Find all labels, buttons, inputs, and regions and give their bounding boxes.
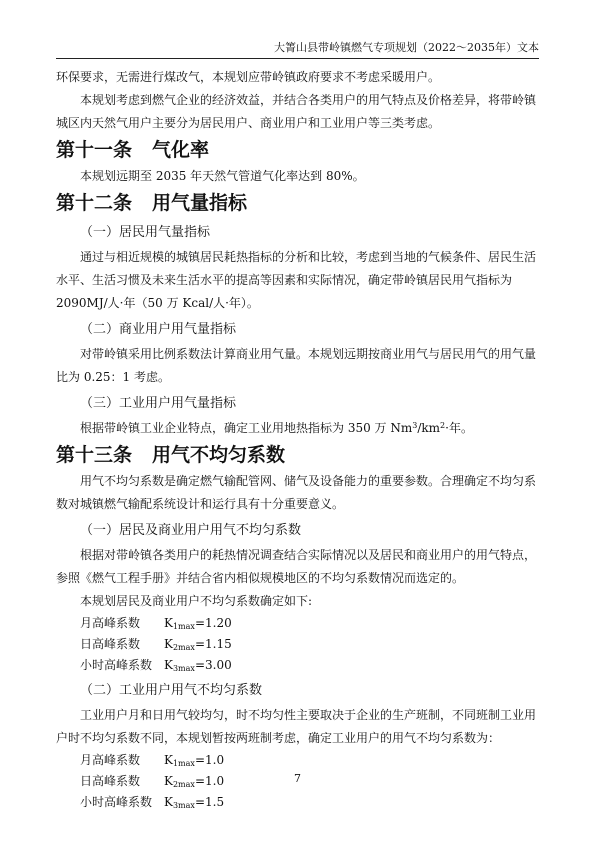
article-12-number: 第十二条 bbox=[56, 192, 133, 214]
coefficient-subscript: 2max bbox=[172, 780, 195, 789]
coefficient-name: 日高峰系数 bbox=[80, 637, 141, 651]
coefficient-row bbox=[56, 792, 539, 813]
article-13-heading bbox=[56, 440, 539, 470]
sub3-superscript-2: 2 bbox=[440, 421, 446, 430]
coefficient-name: 小时高峰系数 bbox=[80, 658, 153, 672]
intro-paragraph-2: 本规划考虑到燃气企业的经济效益，并结合各类用户的用气特点及价格差异，将带岭镇城区内天然气用户主要分为居民用户、商业用户和工业用户等三类考虑。 bbox=[56, 93, 537, 130]
coefficient-value: =1.15 bbox=[194, 637, 232, 651]
coefficient-symbol: K bbox=[164, 753, 173, 767]
intro-paragraph-1: 环保要求，无需进行煤改气，本规划应带岭镇政府要求不考虑采暖用户。 bbox=[56, 70, 441, 84]
article-13-sub1-heading: （一）居民及商业用户用气不均匀系数 bbox=[80, 523, 302, 538]
coefficient-row bbox=[56, 655, 539, 676]
coefficient-symbol: K bbox=[164, 616, 173, 630]
coefficient-subscript: 3max bbox=[172, 664, 195, 673]
article-11-number: 第十一条 bbox=[56, 139, 133, 161]
article-12-sub3-heading: （三）工业用户用气量指标 bbox=[80, 396, 237, 411]
coefficient-name: 日高峰系数 bbox=[80, 774, 141, 788]
coefficient-value: =1.20 bbox=[194, 616, 232, 630]
article-13-number: 第十三条 bbox=[56, 444, 133, 466]
article-13-title: 用气不均匀系数 bbox=[152, 444, 286, 466]
coefficient-subscript: 1max bbox=[172, 622, 195, 631]
article-12-sub3-body bbox=[56, 417, 539, 440]
page-number: 7 bbox=[294, 772, 301, 785]
article-11-heading bbox=[56, 135, 539, 165]
sub3-body-text-1: 根据带岭镇工业企业特点，确定工业用地热指标为 350 万 Nm bbox=[80, 421, 413, 435]
coefficient-symbol: K bbox=[164, 658, 173, 672]
article-12-sub1-heading: （一）居民用气量指标 bbox=[80, 225, 211, 240]
article-13-sub1-lead: 本规划居民及商业用户不均匀系数确定如下: bbox=[80, 594, 313, 608]
article-13-sub2-body: 工业用户月和日用气较均匀，时不均匀性主要取决于企业的生产班制，不同班制工业用户时不均匀系数不同，本规划暂按两班制考虑，确定工业用户的用气不均匀系数为： bbox=[56, 708, 537, 745]
coefficient-row bbox=[56, 750, 539, 771]
coefficient-row bbox=[56, 634, 539, 655]
coefficient-value: =1.0 bbox=[194, 753, 225, 767]
coefficient-symbol: K bbox=[164, 795, 173, 809]
coefficient-subscript: 2max bbox=[172, 643, 195, 652]
article-13-body: 用气不均匀系数是确定燃气输配管网、储气及设备能力的重要参数。合理确定不均匀系数对城镇燃气输配系统设计和运行具有十分重要意义。 bbox=[56, 474, 537, 511]
coefficient-value: =1.5 bbox=[194, 795, 225, 809]
article-12-sub2-body: 对带岭镇采用比例系数法计算商业用气量。本规划远期按商业用气与居民用气的用气量比为 0.25：1 考虑。 bbox=[56, 347, 537, 384]
page-body bbox=[56, 66, 539, 813]
residential-coefficient-list bbox=[56, 613, 539, 676]
sub3-body-text-2: /km bbox=[417, 421, 441, 435]
article-13-sub1-body: 根据对带岭镇各类用户的耗热情况调查结合实际情况以及居民和商业用户的用气特点，参照《燃气工程手册》并结合省内相似规模地区的不均匀系数情况而选定的。 bbox=[56, 548, 537, 585]
coefficient-subscript: 1max bbox=[172, 759, 195, 768]
coefficient-value: =1.0 bbox=[194, 774, 225, 788]
running-header: 大箐山县带岭镇燃气专项规划（2022～2035年）文本 bbox=[274, 41, 539, 54]
article-12-heading bbox=[56, 188, 539, 218]
article-11-body: 本规划远期至 2035 年天然气管道气化率达到 80%。 bbox=[80, 169, 365, 183]
article-11-title: 气化率 bbox=[152, 139, 210, 161]
coefficient-subscript: 3max bbox=[172, 801, 195, 810]
coefficient-name: 小时高峰系数 bbox=[80, 795, 153, 809]
article-12-sub1-body: 通过与相近规模的城镇居民耗热指标的分析和比较，考虑到当地的气候条件、居民生活水平、生活习惯及未来生活水平的提高等因素和实际情况，确定带岭镇居民用气指标为 2090MJ/人·年（50 万 Kcal/人·年）。 bbox=[56, 250, 537, 310]
coefficient-name: 月高峰系数 bbox=[80, 753, 141, 767]
header-rule bbox=[56, 58, 539, 59]
coefficient-symbol: K bbox=[164, 774, 173, 788]
article-12-sub2-heading: （二）商业用户用气量指标 bbox=[80, 322, 237, 337]
coefficient-symbol: K bbox=[164, 637, 173, 651]
article-12-title: 用气量指标 bbox=[152, 192, 248, 214]
sub3-superscript-1: 3 bbox=[412, 421, 418, 430]
sub3-body-text-3: ·年。 bbox=[445, 421, 473, 435]
coefficient-row bbox=[56, 613, 539, 634]
article-13-sub2-heading: （二）工业用户用气不均匀系数 bbox=[80, 683, 263, 698]
coefficient-value: =3.00 bbox=[194, 658, 232, 672]
coefficient-name: 月高峰系数 bbox=[80, 616, 141, 630]
